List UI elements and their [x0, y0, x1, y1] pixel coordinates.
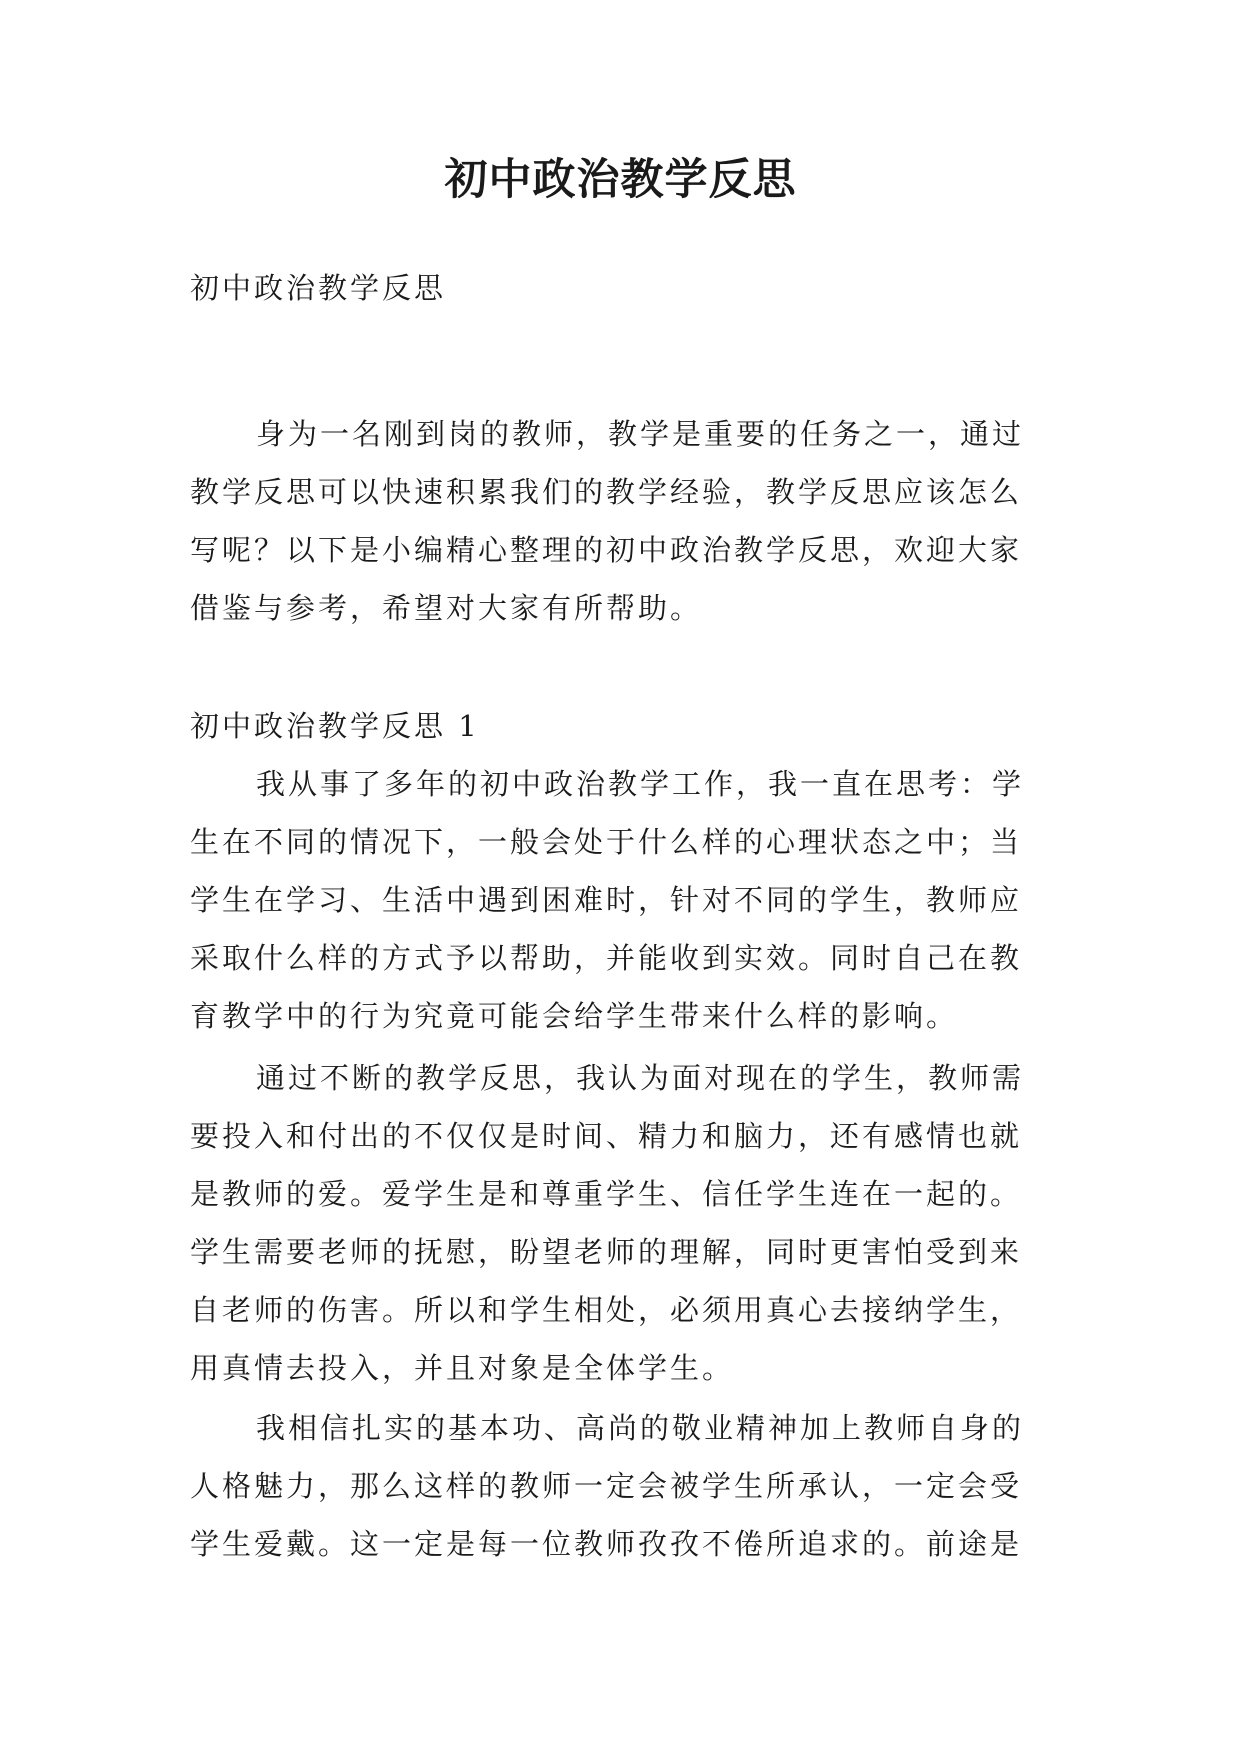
document-title: 初中政治教学反思	[444, 155, 797, 205]
paragraph-1-line-3: 学生在学习、生活中遇到困难时，针对不同的学生，教师应	[190, 883, 1023, 917]
section-heading-text: 初中政治教学反思 1	[190, 709, 480, 743]
document-subtitle	[190, 259, 1070, 317]
subtitle-line: 初中政治教学反思	[190, 271, 447, 305]
paragraph-3-line-3: 学生爱戴。这一定是每一位教师孜孜不倦所追求的。前途是	[190, 1527, 1023, 1561]
intro-line-1: 身为一名刚到岗的教师，教学是重要的任务之一，通过	[256, 417, 1025, 451]
paragraph-1-line-5: 育教学中的行为究竟可能会给学生带来什么样的影响。	[190, 999, 959, 1033]
paragraph-1-line-1: 我从事了多年的初中政治教学工作，我一直在思考：学	[256, 767, 1025, 801]
paragraph-1	[190, 755, 1070, 1045]
paragraph-1-line-4: 采取什么样的方式予以帮助，并能收到实效。同时自己在教	[190, 941, 1023, 975]
paragraph-2-line-4: 学生需要老师的抚慰，盼望老师的理解，同时更害怕受到来	[190, 1235, 1023, 1269]
intro-line-3: 写呢？以下是小编精心整理的初中政治教学反思，欢迎大家	[190, 533, 1023, 567]
intro-paragraph	[190, 405, 1070, 637]
section-heading	[190, 697, 1070, 755]
paragraph-3-line-1: 我相信扎实的基本功、高尚的敬业精神加上教师自身的	[256, 1411, 1025, 1445]
paragraph-2	[190, 1049, 1070, 1397]
intro-line-2: 教学反思可以快速积累我们的教学经验，教学反思应该怎么	[190, 475, 1023, 509]
paragraph-3-line-2: 人格魅力，那么这样的教师一定会被学生所承认，一定会受	[190, 1469, 1023, 1503]
paragraph-2-line-1: 通过不断的教学反思，我认为面对现在的学生，教师需	[256, 1061, 1025, 1095]
paragraph-2-line-3: 是教师的爱。爱学生是和尊重学生、信任学生连在一起的。	[190, 1177, 1023, 1211]
paragraph-1-line-2: 生在不同的情况下，一般会处于什么样的心理状态之中；当	[190, 825, 1023, 859]
paragraph-3	[190, 1399, 1070, 1573]
paragraph-2-line-5: 自老师的伤害。所以和学生相处，必须用真心去接纳学生，	[190, 1293, 1023, 1327]
paragraph-2-line-6: 用真情去投入，并且对象是全体学生。	[190, 1351, 735, 1385]
intro-line-4: 借鉴与参考，希望对大家有所帮助。	[190, 591, 703, 625]
paragraph-2-line-2: 要投入和付出的不仅仅是时间、精力和脑力，还有感情也就	[190, 1119, 1023, 1153]
